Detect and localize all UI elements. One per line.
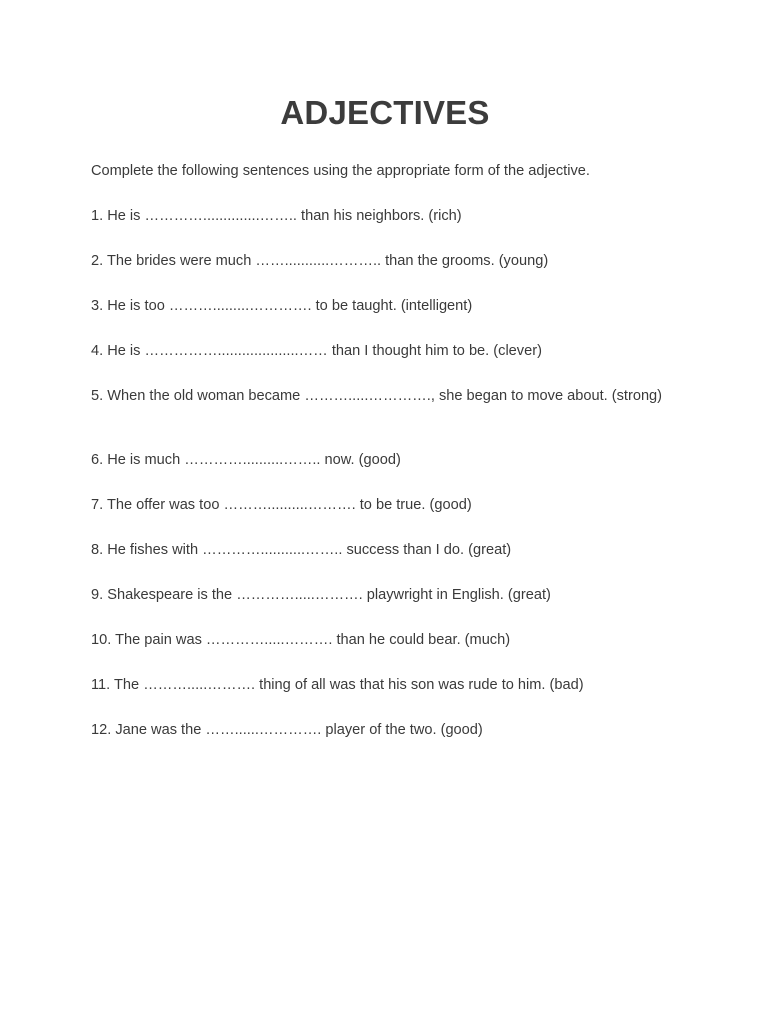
- instructions-text: Complete the following sentences using the appropriate form of the adjective.: [91, 163, 590, 179]
- sentence-10: 10. The pain was ………….....………. than he could bear. (much): [91, 632, 511, 648]
- sentence-3: 3. He is too ……….........…………. to be taught. (intelligent): [91, 298, 473, 314]
- sentence-4: 4. He is ……………....................…… than I thought him to be. (clever): [91, 343, 542, 359]
- page-title: ADJECTIVES: [280, 94, 490, 131]
- sentence-1: 1. He is …………..............…….. than his neighbors. (rich): [91, 208, 462, 224]
- sentence-12: 12. Jane was the ……......…………. player of the two. (good): [91, 722, 483, 738]
- sentence-8: 8. He fishes with …………...........…….. success than I do. (great): [91, 542, 512, 558]
- sentence-7: 7. The offer was too ………..........………. to be true. (good): [91, 497, 472, 513]
- sentence-5: 5. When the old woman became ……….....…………., she began to move about. (strong): [91, 388, 663, 404]
- sentence-2: 2. The brides were much ……...........……….. than the grooms. (young): [91, 253, 549, 269]
- sentence-11: 11. The ……….....………. thing of all was that his son was rude to him. (bad): [91, 677, 584, 693]
- sentence-9: 9. Shakespeare is the ………….....………. playwright in English. (great): [91, 587, 551, 603]
- sentence-6: 6. He is much …………..........…….. now. (good): [91, 452, 401, 468]
